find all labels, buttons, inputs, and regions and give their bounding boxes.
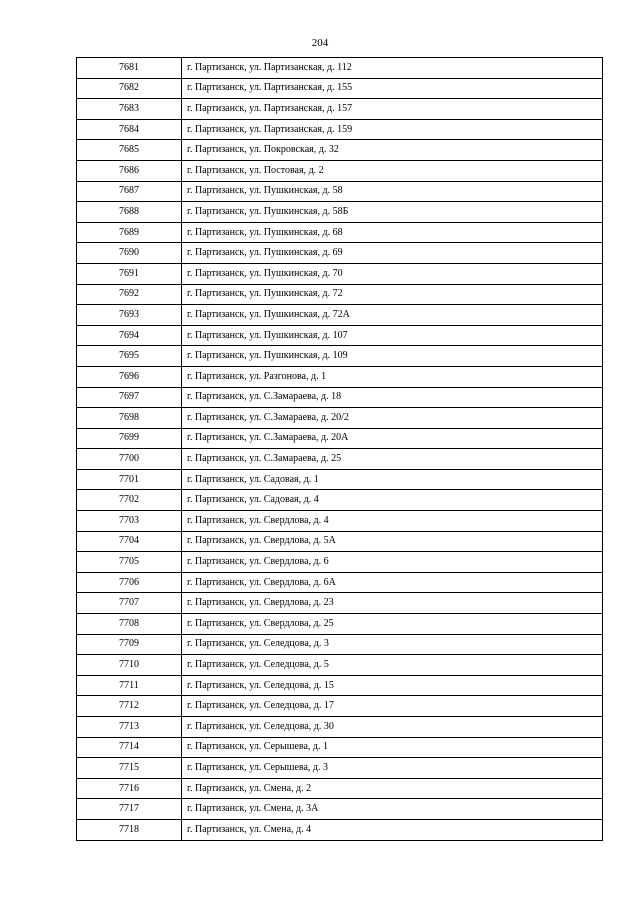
address-cell: г. Партизанск, ул. Смена, д. 3А xyxy=(182,799,603,820)
row-number-cell: 7691 xyxy=(77,263,182,284)
address-cell: г. Партизанск, ул. Свердлова, д. 5А xyxy=(182,531,603,552)
table-row xyxy=(77,449,603,470)
table-row xyxy=(77,655,603,676)
row-number-cell: 7693 xyxy=(77,305,182,326)
address-cell: г. Партизанск, ул. Свердлова, д. 4 xyxy=(182,511,603,532)
table-row xyxy=(77,634,603,655)
address-cell: г. Партизанск, ул. Серышева, д. 1 xyxy=(182,737,603,758)
table-row xyxy=(77,408,603,429)
address-cell: г. Партизанск, ул. С.Замараева, д. 18 xyxy=(182,387,603,408)
table-row xyxy=(77,58,603,79)
table-row xyxy=(77,305,603,326)
address-cell: г. Партизанск, ул. Селедцова, д. 17 xyxy=(182,696,603,717)
table-row xyxy=(77,572,603,593)
row-number-cell: 7697 xyxy=(77,387,182,408)
address-cell: г. Партизанск, ул. Покровская, д. 32 xyxy=(182,140,603,161)
table-row xyxy=(77,819,603,840)
row-number-cell: 7687 xyxy=(77,181,182,202)
table-row xyxy=(77,531,603,552)
table-row xyxy=(77,222,603,243)
table-row xyxy=(77,140,603,161)
address-cell: г. Партизанск, ул. Разгонова, д. 1 xyxy=(182,366,603,387)
address-cell: г. Партизанск, ул. Свердлова, д. 6А xyxy=(182,572,603,593)
address-cell: г. Партизанск, ул. С.Замараева, д. 25 xyxy=(182,449,603,470)
table-row xyxy=(77,675,603,696)
table-row xyxy=(77,284,603,305)
row-number-cell: 7701 xyxy=(77,469,182,490)
address-cell: г. Партизанск, ул. Пушкинская, д. 109 xyxy=(182,346,603,367)
row-number-cell: 7684 xyxy=(77,119,182,140)
row-number-cell: 7688 xyxy=(77,202,182,223)
row-number-cell: 7702 xyxy=(77,490,182,511)
table-row xyxy=(77,469,603,490)
table-row xyxy=(77,511,603,532)
table-row xyxy=(77,490,603,511)
table-row xyxy=(77,263,603,284)
address-cell: г. Партизанск, ул. Пушкинская, д. 68 xyxy=(182,222,603,243)
row-number-cell: 7685 xyxy=(77,140,182,161)
table-row xyxy=(77,346,603,367)
table-row xyxy=(77,160,603,181)
row-number-cell: 7686 xyxy=(77,160,182,181)
table-row xyxy=(77,614,603,635)
address-cell: г. Партизанск, ул. Партизанская, д. 157 xyxy=(182,99,603,120)
row-number-cell: 7692 xyxy=(77,284,182,305)
address-cell: г. Партизанск, ул. Партизанская, д. 112 xyxy=(182,58,603,79)
table-row xyxy=(77,243,603,264)
row-number-cell: 7718 xyxy=(77,819,182,840)
address-cell: г. Партизанск, ул. Свердлова, д. 25 xyxy=(182,614,603,635)
row-number-cell: 7717 xyxy=(77,799,182,820)
address-cell: г. Партизанск, ул. Селедцова, д. 30 xyxy=(182,717,603,738)
row-number-cell: 7689 xyxy=(77,222,182,243)
row-number-cell: 7714 xyxy=(77,737,182,758)
row-number-cell: 7705 xyxy=(77,552,182,573)
address-cell: г. Партизанск, ул. Пушкинская, д. 72 xyxy=(182,284,603,305)
row-number-cell: 7699 xyxy=(77,428,182,449)
table-row xyxy=(77,737,603,758)
table-row xyxy=(77,778,603,799)
table-row xyxy=(77,325,603,346)
row-number-cell: 7707 xyxy=(77,593,182,614)
address-cell: г. Партизанск, ул. Пушкинская, д. 70 xyxy=(182,263,603,284)
address-cell: г. Партизанск, ул. Селедцова, д. 5 xyxy=(182,655,603,676)
address-cell: г. Партизанск, ул. Пушкинская, д. 72А xyxy=(182,305,603,326)
address-cell: г. Партизанск, ул. Партизанская, д. 159 xyxy=(182,119,603,140)
row-number-cell: 7695 xyxy=(77,346,182,367)
address-cell: г. Партизанск, ул. Свердлова, д. 23 xyxy=(182,593,603,614)
table-row xyxy=(77,99,603,120)
row-number-cell: 7708 xyxy=(77,614,182,635)
row-number-cell: 7703 xyxy=(77,511,182,532)
address-cell: г. Партизанск, ул. С.Замараева, д. 20/2 xyxy=(182,408,603,429)
table-row xyxy=(77,366,603,387)
table-row xyxy=(77,758,603,779)
address-cell: г. Партизанск, ул. Постовая, д. 2 xyxy=(182,160,603,181)
address-cell: г. Партизанск, ул. Селедцова, д. 3 xyxy=(182,634,603,655)
row-number-cell: 7715 xyxy=(77,758,182,779)
table-row xyxy=(77,717,603,738)
row-number-cell: 7713 xyxy=(77,717,182,738)
address-cell: г. Партизанск, ул. Пушкинская, д. 58Б xyxy=(182,202,603,223)
address-cell: г. Партизанск, ул. Пушкинская, д. 58 xyxy=(182,181,603,202)
table-row xyxy=(77,78,603,99)
table-row xyxy=(77,387,603,408)
row-number-cell: 7682 xyxy=(77,78,182,99)
row-number-cell: 7698 xyxy=(77,408,182,429)
table-row xyxy=(77,181,603,202)
row-number-cell: 7704 xyxy=(77,531,182,552)
row-number-cell: 7710 xyxy=(77,655,182,676)
table-row xyxy=(77,696,603,717)
table-row xyxy=(77,552,603,573)
row-number-cell: 7696 xyxy=(77,366,182,387)
address-cell: г. Партизанск, ул. Садовая, д. 4 xyxy=(182,490,603,511)
row-number-cell: 7694 xyxy=(77,325,182,346)
row-number-cell: 7711 xyxy=(77,675,182,696)
row-number-cell: 7681 xyxy=(77,58,182,79)
address-cell: г. Партизанск, ул. С.Замараева, д. 20А xyxy=(182,428,603,449)
page-number: 204 xyxy=(311,37,329,49)
table-row xyxy=(77,428,603,449)
table-row xyxy=(77,799,603,820)
table-row xyxy=(77,119,603,140)
address-cell: г. Партизанск, ул. Пушкинская, д. 69 xyxy=(182,243,603,264)
address-cell: г. Партизанск, ул. Смена, д. 2 xyxy=(182,778,603,799)
table-row xyxy=(77,202,603,223)
row-number-cell: 7709 xyxy=(77,634,182,655)
row-number-cell: 7706 xyxy=(77,572,182,593)
row-number-cell: 7716 xyxy=(77,778,182,799)
address-cell: г. Партизанск, ул. Смена, д. 4 xyxy=(182,819,603,840)
address-table xyxy=(76,57,603,841)
table-row xyxy=(77,593,603,614)
address-table-body xyxy=(77,58,603,841)
address-cell: г. Партизанск, ул. Пушкинская, д. 107 xyxy=(182,325,603,346)
row-number-cell: 7700 xyxy=(77,449,182,470)
row-number-cell: 7683 xyxy=(77,99,182,120)
address-cell: г. Партизанск, ул. Серышева, д. 3 xyxy=(182,758,603,779)
address-cell: г. Партизанск, ул. Садовая, д. 1 xyxy=(182,469,603,490)
row-number-cell: 7690 xyxy=(77,243,182,264)
row-number-cell: 7712 xyxy=(77,696,182,717)
address-cell: г. Партизанск, ул. Свердлова, д. 6 xyxy=(182,552,603,573)
address-cell: г. Партизанск, ул. Селедцова, д. 15 xyxy=(182,675,603,696)
address-cell: г. Партизанск, ул. Партизанская, д. 155 xyxy=(182,78,603,99)
